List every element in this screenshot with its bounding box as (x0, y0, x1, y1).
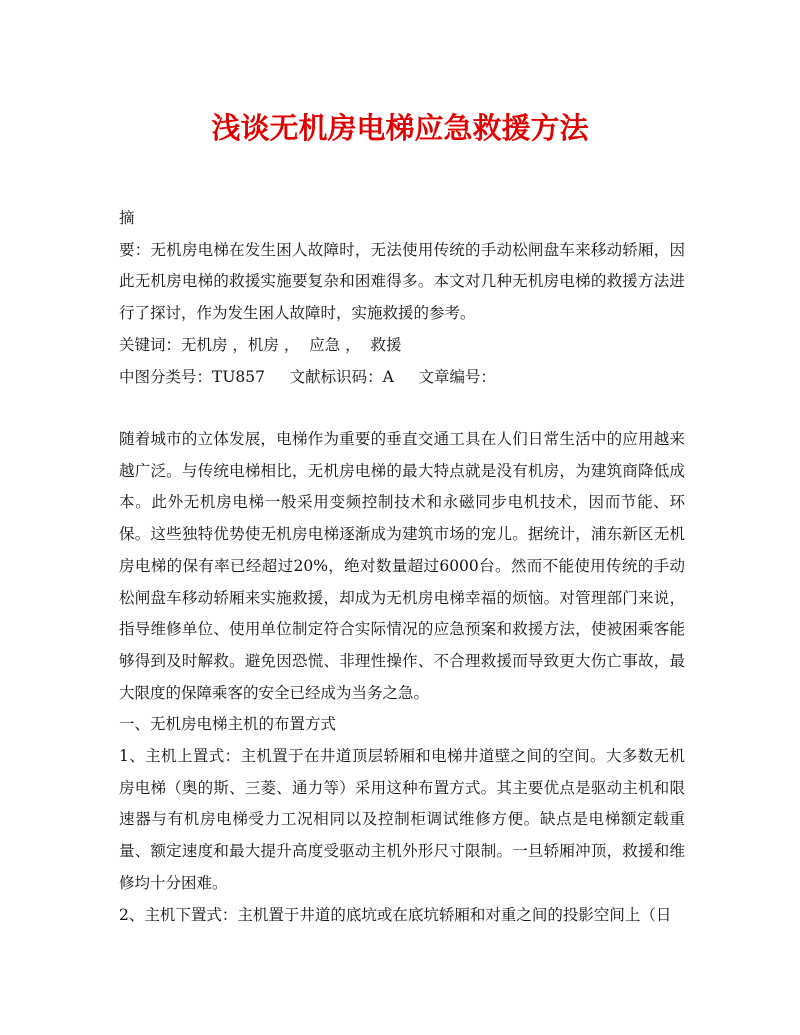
keywords-text: 关键词：无机房 ，机房 ， 应急 ， 救援 (119, 335, 402, 354)
main-body (119, 424, 685, 931)
intro-paragraph: 随着城市的立体发展，电梯作为重要的垂直交通工具在人们日常生活中的应用越来越广泛。与传统电梯相比，无机房电梯的最大特点就是没有机房，为建筑商降低成本。此外无机房电梯一般采用变频控制技术和永磁同步电机技术，因而节能、环保。这些独特优势使无机房电梯逐渐成为建筑市场的宠儿。据统计，浦东新区无机房电梯的保有率已经超过20%，绝对数量超过6000台。然而不能使用传统的手动松闸盘车移动轿厢来实施救援，却成为无机房电梯幸福的烦恼。对管理部门来说，指导维修单位、使用单位制定符合实际情况的应急预案和救援方法，使被困乘客能够得到及时解救。避免因恐慌、非理性操作、不合理救援而导致更大伤亡事故，最大限度的保障乘客的安全已经成为当务之急。 (119, 430, 685, 702)
abstract-section (119, 203, 685, 393)
section-heading: 一、无机房电梯主机的布置方式 (119, 715, 337, 734)
abstract-text: 要：无机房电梯在发生困人故障时，无法使用传统的手动松闸盘车来移动轿厢，因此无机房电梯的救援实施要复杂和困难得多。本文对几种无机房电梯的救援方法进行了探讨，作为发生困人故障时，实施救援的参考。 (119, 240, 685, 323)
page-title: 浅谈无机房电梯应急救援方法 (211, 111, 589, 145)
body-paragraph: 1、主机上置式：主机置于在井道顶层轿厢和电梯井道壁之间的空间。大多数无机房电梯（奥的斯、三菱、通力等）采用这种布置方式。其主要优点是驱动主机和限速器与有机房电梯受力工况相同以及控制柜调试维修方便。缺点是电梯额定载重量、额定速度和最大提升高度受驱动主机外形尺寸限制。一旦轿厢冲顶，救援和维修均十分困难。 (119, 747, 685, 892)
abstract-label: 摘 (119, 209, 135, 227)
keywords-line (119, 330, 685, 362)
classification-text: 中图分类号：TU857 文献标识码：A 文章编号： (119, 367, 496, 386)
body-paragraph: 2、主机下置式：主机置于井道的底坑或在底坑轿厢和对重之间的投影空间上（日 (119, 905, 672, 924)
classification-line (119, 362, 685, 394)
